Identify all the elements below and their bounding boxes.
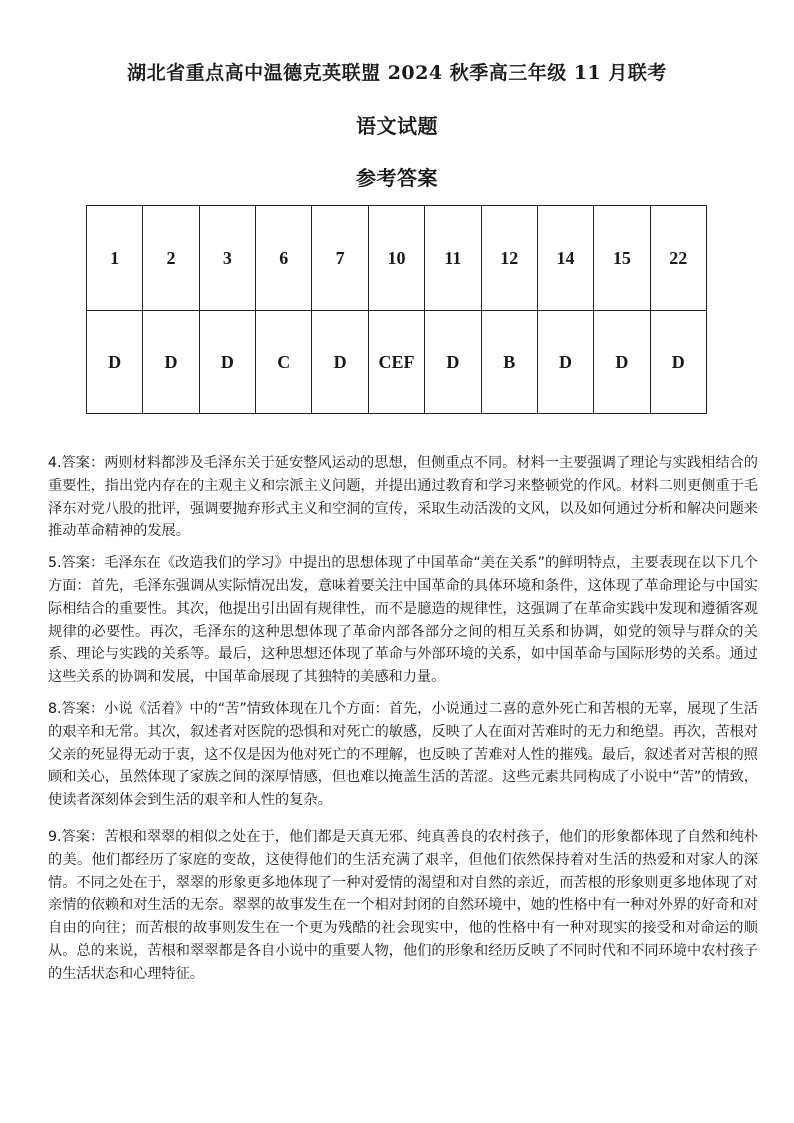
question-number-cell: 3 [199, 206, 255, 311]
answer-cell: D [594, 311, 650, 414]
exam-title: 湖北省重点高中温德克英联盟 2024 秋季高三年级 11 月联考 [127, 62, 667, 84]
question-number-row [87, 206, 707, 311]
answer-cell: D [425, 311, 481, 414]
answer-cell: CEF [368, 311, 424, 414]
question-number-cell: 22 [650, 206, 706, 311]
question-number-cell: 12 [481, 206, 537, 311]
question-number-cell: 1 [87, 206, 143, 311]
answer-key-title: 参考答案 [356, 166, 438, 190]
question-number-cell: 15 [594, 206, 650, 311]
question-number-cell: 11 [425, 206, 481, 311]
question-number-cell: 14 [537, 206, 593, 311]
answer-row [87, 311, 707, 414]
question-number-cell: 2 [143, 206, 199, 311]
answers-section [48, 452, 758, 995]
answer-cell: D [143, 311, 199, 414]
answer-cell: D [537, 311, 593, 414]
question-number-cell: 10 [368, 206, 424, 311]
subject-title: 语文试题 [356, 114, 438, 138]
answer-paragraph-q8: 8.答案：小说《活着》中的“苦”情致体现在几个方面：首先，小说通过二喜的意外死亡和苦根的无辜，展现了生活的艰辛和无常。其次，叙述者对医院的恐惧和对死亡的敏感，反映了人在面对苦难时的无力和绝望。再次，苦根对父亲的死显得无动于衷，这不仅是因为他对死亡的不理解，也反映了苦难对人性的摧残。最后，叙述者对苦根的照顾和关心，虽然体现了家族之间的深厚情感，但也难以掩盖生活的苦涩。这些元素共同构成了小说中“苦”的情致，使读者深刻体会到生活的艰辛和人性的复杂。 [48, 700, 758, 809]
answer-cell: D [650, 311, 706, 414]
answer-table [86, 205, 707, 414]
answer-cell: D [87, 311, 143, 414]
answer-paragraph-q4: 4.答案：两则材料都涉及毛泽东关于延安整风运动的思想，但侧重点不同。材料一主要强调了理论与实践相结合的重要性，指出党内存在的主观主义和宗派主义问题，并提出通过教育和学习来整顿党的作风。材料二则更侧重于毛泽东对党八股的批评，强调要抛弃形式主义和空洞的宣传，采取生动活泼的文风，以及如何通过分析和解决问题来推动革命精神的发展。 [48, 455, 758, 540]
answer-paragraph-q9: 9.答案：苦根和翠翠的相似之处在于，他们都是天真无邪、纯真善良的农村孩子，他们的形象都体现了自然和纯朴的美。他们都经历了家庭的变故，这使得他们的生活充满了艰辛，但他们依然保持着对生活的热爱和对家人的深情。不同之处在于，翠翠的形象更多地体现了一种对爱情的渴望和对自然的亲近，而苦根的形象则更多地体现了对亲情的依赖和对生活的无奈。翠翠的故事发生在一个相对封闭的自然环境中，她的性格中有一种对外界的好奇和对自由的向往；而苦根的故事则发生在一个更为残酷的社会现实中，他的性格中有一种对现实的接受和对命运的顺从。总的来说，苦根和翠翠都是各自小说中的重要人物，他们的形象和经历反映了不同时代和不同环境中农村孩子的生活状态和心理特征。 [48, 828, 758, 982]
answer-cell: D [312, 311, 368, 414]
answer-paragraph-q5: 5.答案：毛泽东在《改造我们的学习》中提出的思想体现了中国革命“美在关系”的鲜明特点，主要表现在以下几个方面：首先，毛泽东强调从实际情况出发，意味着要关注中国革命的具体环境和条件，这体现了革命理论与中国实际相结合的重要性。其次，他提出引出固有规律性，而不是臆造的规律性，这强调了在革命实践中发现和遵循客观规律的必要性。再次，毛泽东的这种思想体现了革命内部各部分之间的相互关系和协调，如党的领导与群众的关系、理论与实践的关系等。最后，这种思想还体现了革命与外部环境的关系，如中国革命与国际形势的关系。通过这些关系的协调和发展，中国革命展现了其独特的美感和力量。 [48, 555, 758, 686]
question-number-cell: 7 [312, 206, 368, 311]
answer-cell: B [481, 311, 537, 414]
question-number-cell: 6 [256, 206, 312, 311]
answer-cell: C [256, 311, 312, 414]
answer-cell: D [199, 311, 255, 414]
